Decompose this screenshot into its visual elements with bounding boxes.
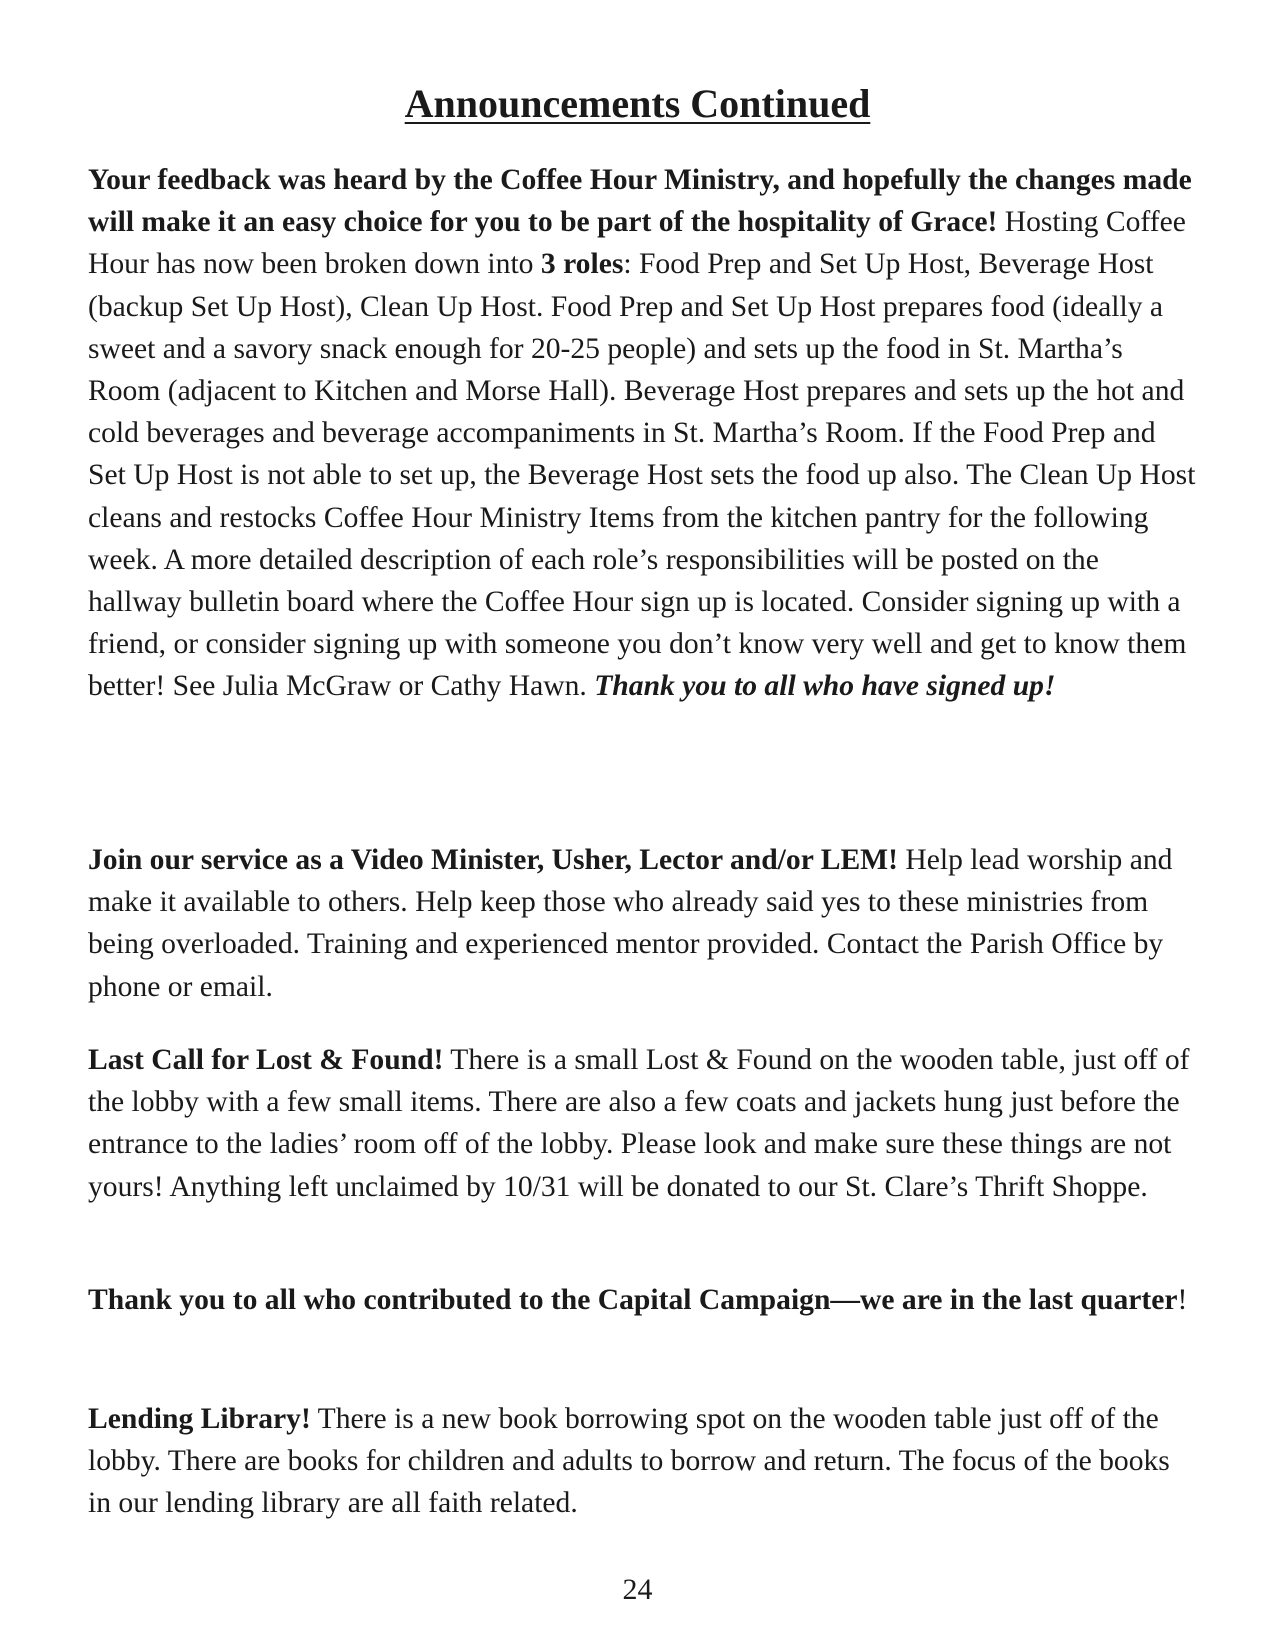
lending-library-text: There is a new book borrowing spot on the wooden table just off of the lobby. There are books for children and adults to borrow and return. The focus of the books in our lending library are all faith related.: [88, 1403, 1170, 1520]
coffee-hour-roles: 3 roles: [540, 248, 624, 281]
capital-campaign-text: !: [1177, 1284, 1188, 1316]
lost-found-text: There is a small Lost & Found on the wooden table, just off of the lobby with a few small items. There are also a few coats and jackets hung just before the entrance to the ladies’ room off of the lobby. Please look and make sure these things are not yours! Anything left unclaimed by 10/31 will be donated to our St. Clare’s Thrift Shoppe.: [88, 1044, 1190, 1203]
lost-found-lead: Last Call for Lost & Found!: [88, 1044, 444, 1076]
volunteer-lead: Join our service as a Video Minister, Usher, Lector and/or LEM!: [88, 844, 898, 876]
page-title: Announcements Continued: [404, 81, 871, 126]
lending-library-lead: Lending Library!: [88, 1403, 311, 1435]
coffee-hour-announcement: [88, 159, 1198, 708]
coffee-hour-text-2: : Food Prep and Set Up Host, Beverage Host (backup Set Up Host), Clean Up Host. Food Prep and Set Up Host prepares food (ideally a sweet and a savory snack enough for 20-25 people) and sets up the food in St. Martha’s Room (adjacent to Kitchen and Morse Hall). Beverage Host prepares and sets up the hot and cold beverages and beverage accompaniments in St. Martha’s Room. If the Food Prep and Set Up Host is not able to set up, the Beverage Host sets the food up also. The Clean Up Host cleans and restocks Coffee Hour Ministry Items from the kitchen pantry for the following week. A more detailed description of each role’s responsibilities will be posted on the hallway bulletin board where the Coffee Hour sign up is located. Consider signing up with a friend, or consider signing up with someone you don’t know very well and get to know them better! See Julia McGraw or Cathy Hawn.: [88, 248, 1196, 703]
capital-campaign-announcement: [88, 1279, 1198, 1321]
lending-library-announcement: [88, 1398, 1198, 1525]
page-number: 24: [622, 1573, 653, 1606]
coffee-hour-thanks: Thank you to all who have signed up!: [594, 670, 1056, 703]
coffee-hour-text-1: Hosting Coffee Hour has now been broken down into: [88, 206, 1186, 281]
volunteer-announcement: [88, 839, 1198, 1008]
coffee-hour-lead: Your feedback was heard by the Coffee Hour Ministry, and hopefully the changes made will make it an easy choice for you to be part of the hospitality of Grace!: [88, 164, 1192, 239]
capital-campaign-lead: Thank you to all who contributed to the Capital Campaign—we are in the last quarter: [88, 1284, 1178, 1316]
volunteer-text: Help lead worship and make it available to others. Help keep those who already said yes to these ministries from being overloaded. Training and experienced mentor provided. Contact the Parish Office by phone or email.: [88, 844, 1173, 1003]
lost-found-announcement: [88, 1039, 1198, 1208]
